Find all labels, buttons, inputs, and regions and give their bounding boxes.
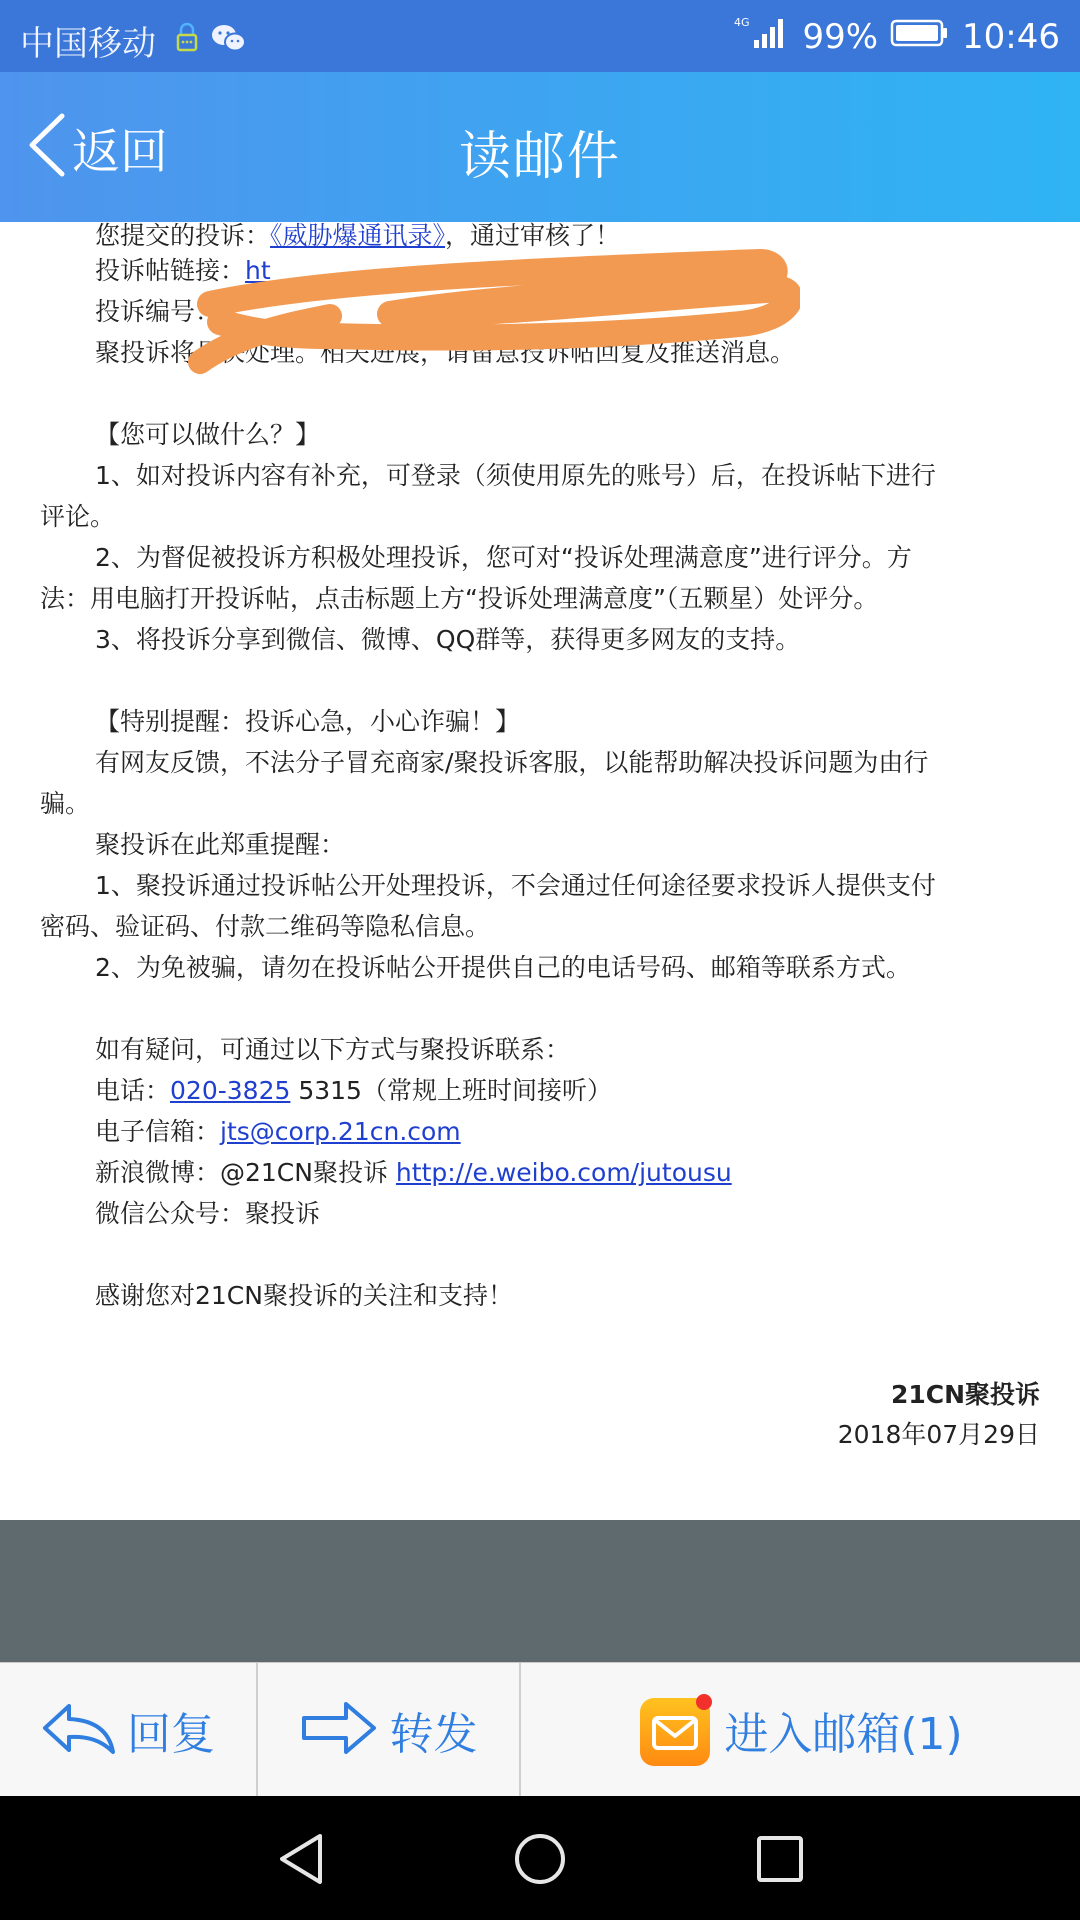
what-to-do-item-2: 2、为督促被投诉方积极处理投诉，您可对“投诉处理满意度”进行评分。方 — [95, 543, 912, 572]
back-label: 返回 — [72, 123, 169, 180]
phone-link[interactable]: 020-3825 — [170, 1076, 291, 1105]
contact-email-line — [40, 1111, 1040, 1152]
battery-icon — [890, 17, 950, 57]
app-bar — [0, 72, 1080, 222]
status-right — [734, 14, 1060, 59]
warning-feedback: 有网友反馈，不法分子冒充商家/聚投诉客服，以能帮助解决投诉问题为由行 — [95, 748, 929, 777]
lock-icon — [176, 22, 198, 56]
battery-percent: 99% — [802, 16, 879, 57]
nav-home-button[interactable] — [505, 1824, 575, 1894]
network-type: 4G — [734, 16, 750, 29]
nav-recents-button[interactable] — [745, 1824, 815, 1894]
reply-button[interactable] — [0, 1663, 256, 1797]
reply-arrow-icon — [41, 1700, 117, 1760]
complaint-title-link[interactable]: 《威胁爆通讯录》 — [270, 222, 446, 250]
warning-reminder: 聚投诉在此郑重提醒： — [95, 830, 346, 859]
what-to-do-item-3: 3、将投诉分享到微信、微博、QQ群等，获得更多网友的支持。 — [95, 625, 801, 654]
spacer — [40, 660, 1040, 701]
clock: 10:46 — [962, 16, 1060, 57]
contact-weibo-line — [40, 1152, 1040, 1193]
what-to-do-item-1-cont: 评论。 — [40, 502, 116, 531]
warning-item-1-cont: 密码、验证码、付款二维码等隐私信息。 — [40, 912, 491, 941]
mail-content[interactable] — [0, 222, 1080, 1520]
wechat-icon — [210, 22, 248, 58]
contact-intro: 如有疑问，可通过以下方式与聚投诉联系： — [95, 1035, 571, 1064]
submitted-suffix: ，通过审核了！ — [445, 222, 621, 250]
complaint-url-link[interactable]: ht — [245, 256, 271, 285]
recents-square-icon — [745, 1824, 815, 1894]
phone-label: 电话： — [95, 1076, 171, 1105]
nav-back-button[interactable] — [268, 1824, 338, 1894]
content-footer-area — [0, 1520, 1080, 1662]
reply-label: 回复 — [127, 1709, 215, 1760]
processing-text: 聚投诉将尽快处理。相关进展，请留意投诉帖回复及推送消息。 — [95, 338, 796, 367]
enter-inbox-button[interactable] — [519, 1663, 1080, 1797]
warning-heading: 【特别提醒：投诉心急，小心诈骗！】 — [95, 707, 521, 736]
contact-wechat: 微信公众号：聚投诉 — [95, 1199, 321, 1228]
signal-icon — [734, 14, 790, 59]
thanks-text: 感谢您对21CN聚投诉的关注和支持！ — [95, 1281, 513, 1310]
back-triangle-icon — [268, 1824, 338, 1894]
system-nav-bar — [0, 1796, 1080, 1920]
weibo-link[interactable]: http://e.weibo.com/jutousu — [395, 1158, 732, 1187]
warning-item-1: 1、聚投诉通过投诉帖公开处理投诉，不会通过任何途径要求投诉人提供支付 — [95, 871, 936, 900]
email-label: 电子信箱： — [95, 1117, 221, 1146]
mail-body — [40, 222, 1040, 1316]
status-bar — [0, 0, 1080, 72]
spacer — [40, 988, 1040, 1029]
spacer — [40, 1234, 1040, 1275]
weibo-label: 新浪微博：@21CN聚投诉 — [95, 1158, 396, 1187]
warning-item-2: 2、为免被骗，请勿在投诉帖公开提供自己的电话号码、邮箱等联系方式。 — [95, 953, 911, 982]
signature: 21CN聚投诉 — [890, 1380, 1040, 1409]
carrier-name: 中国移动 — [20, 24, 156, 64]
complaint-number-label: 投诉编号： — [95, 297, 221, 326]
submitted-prefix: 您提交的投诉： — [95, 222, 271, 250]
submitted-line — [40, 222, 1040, 250]
unread-dot — [696, 1694, 712, 1710]
forward-label: 转发 — [389, 1709, 478, 1760]
what-to-do-item-1: 1、如对投诉内容有补充，可登录（须使用原先的账号）后，在投诉帖下进行 — [95, 461, 936, 490]
warning-feedback-cont: 骗。 — [40, 789, 91, 818]
mail-date: 2018年07月29日 — [837, 1420, 1040, 1449]
what-to-do-heading: 【您可以做什么？】 — [95, 420, 321, 449]
page-title: 读邮件 — [458, 127, 621, 187]
contact-phone-line — [40, 1070, 1040, 1111]
phone-rest: 5315（常规上班时间接听） — [290, 1076, 612, 1105]
mailbox-icon — [638, 1692, 714, 1768]
complaint-link-label: 投诉帖链接： — [95, 256, 246, 285]
action-bar — [0, 1662, 1080, 1797]
enter-inbox-label: 进入邮箱(1) — [724, 1709, 963, 1760]
email-link[interactable]: jts@corp.21cn.com — [220, 1117, 461, 1146]
complaint-link-line — [40, 250, 1040, 291]
forward-arrow-icon — [300, 1700, 380, 1760]
complaint-number-line — [40, 291, 1040, 332]
spacer — [40, 373, 1040, 414]
forward-button[interactable] — [256, 1663, 519, 1797]
home-circle-icon — [505, 1824, 575, 1894]
what-to-do-item-2-cont: 法：用电脑打开投诉帖，点击标题上方“投诉处理满意度”（五颗星）处评分。 — [40, 584, 879, 613]
